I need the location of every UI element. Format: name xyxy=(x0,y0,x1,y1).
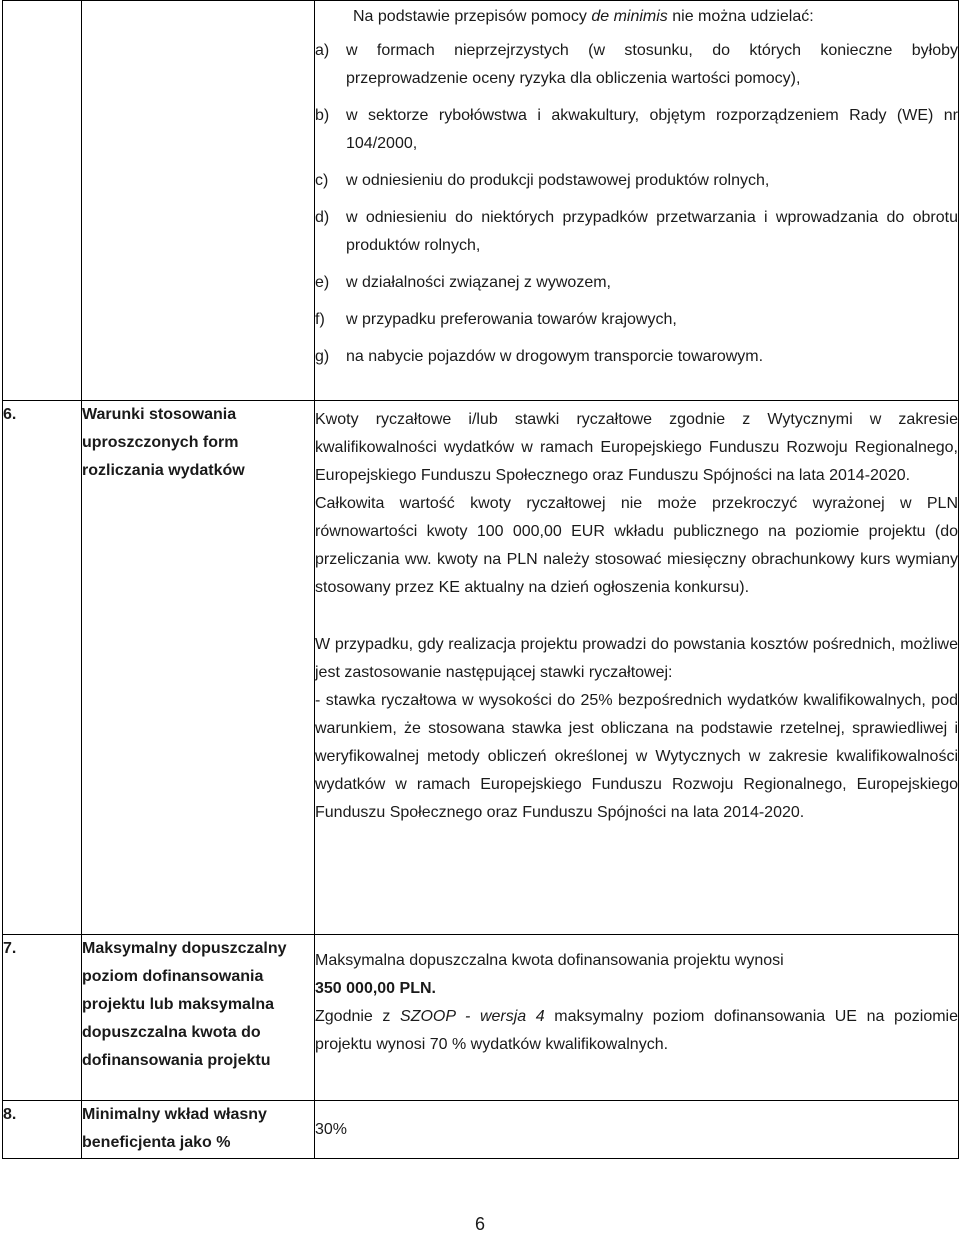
list-item: f) w przypadku preferowania towarów krajowych, xyxy=(315,311,677,328)
row-number: 7. xyxy=(3,935,82,1101)
list-item: e) w działalności związanej z wywozem, xyxy=(315,274,611,291)
paragraph: - stawka ryczałtowa w wysokości do 25% bezpośrednich wydatków kwalifikowalnych, pod warunkiem, że stosowana stawka jest obliczana na podstawie rzetelnej, sprawiedliwej i weryfikowalnej metody obliczeń określonej w Wytycznych w zakresie kwalifikowalności wydatków w ramach Europejskiego Funduszu Rozwoju Regionalnego, Europejskiego Funduszu Społecznego oraz Funduszu Spójności na lata 2014-2020. xyxy=(315,692,958,821)
paragraph: Maksymalna dopuszczalna kwota dofinansowania projektu wynosi xyxy=(315,952,784,969)
table-row-de-minimis xyxy=(3,1,959,401)
row-label: Minimalny wkład własny beneficjenta jako % xyxy=(82,1101,315,1159)
exclusion-list xyxy=(315,37,958,371)
own-contribution-value: 30% xyxy=(315,1121,348,1138)
row-number: 6. xyxy=(3,401,82,935)
table-row-8 xyxy=(3,1101,959,1159)
paragraph: Całkowita wartość kwoty ryczałtowej nie może przekroczyć wyrażonej w PLN równowartości kwoty 100 000,00 EUR wkładu publicznego na poziomie projektu (do przeliczania ww. kwoty na PLN należy stosować miesięczny obrachunkowy kurs wymiany stosowany przez KE aktualny na dzień ogłoszenia konkursu). xyxy=(315,495,958,596)
list-item: g) na nabycie pojazdów w drogowym transporcie towarowym. xyxy=(315,348,764,365)
paragraph: Zgodnie z SZOOP - wersja 4 maksymalny poziom dofinansowania UE na poziomie projektu wynosi 70 % wydatków kwalifikowalnych. xyxy=(315,1008,958,1053)
page-number: 6 xyxy=(474,1214,485,1234)
spacer xyxy=(315,602,958,621)
paragraph: W przypadku, gdy realizacja projektu prowadzi do powstania kosztów pośrednich, możliwe jest zastosowanie następującej stawki ryczałtowej: xyxy=(315,636,958,681)
row-label: Warunki stosowania uproszczonych form rozliczania wydatków xyxy=(82,401,315,935)
list-item: b) w sektorze rybołówstwa i akwakultury, objętym rozporządzeniem Rady (WE) nr 104/2000, xyxy=(315,107,958,152)
paragraph: Kwoty ryczałtowe i/lub stawki ryczałtowe zgodnie z Wytycznymi w zakresie kwalifikowalności wydatków w ramach Europejskiego Funduszu Rozwoju Regionalnego, Europejskiego Funduszu Społecznego oraz Funduszu Spójności na lata 2014-2020. xyxy=(315,411,958,484)
table-row-6 xyxy=(3,401,959,935)
list-item: d) w odniesieniu do niektórych przypadków przetwarzania i wprowadzania do obrotu produktów rolnych, xyxy=(315,209,958,254)
row-number: 8. xyxy=(3,1101,82,1159)
content-cell xyxy=(315,1101,959,1159)
max-amount: 350 000,00 PLN. xyxy=(315,980,436,997)
table-row-7 xyxy=(3,935,959,1101)
criteria-table xyxy=(2,0,959,1159)
de-minimis-intro: Na podstawie przepisów pomocy de minimis nie można udzielać: xyxy=(353,8,814,25)
content-cell xyxy=(315,935,959,1101)
list-item: c) w odniesieniu do produkcji podstawowej produktów rolnych, xyxy=(315,172,770,189)
content-cell xyxy=(315,1,959,401)
list-item: a) w formach nieprzejrzystych (w stosunku, do których konieczne byłoby przeprowadzenie oceny ryzyka dla obliczenia wartości pomocy), xyxy=(315,42,958,87)
num-cell-empty xyxy=(3,1,82,401)
content-cell xyxy=(315,401,959,935)
label-cell-empty xyxy=(82,1,315,401)
row-label: Maksymalny dopuszczalny poziom dofinansowania projektu lub maksymalna dopuszczalna kwota do dofinansowania projektu xyxy=(82,935,315,1101)
